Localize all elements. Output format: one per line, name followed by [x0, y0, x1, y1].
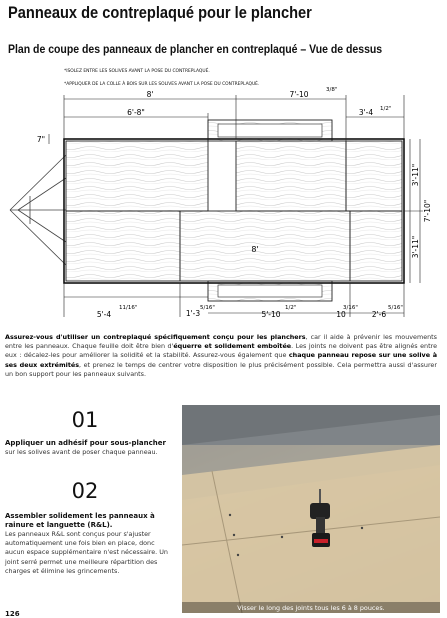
step-1-number: 01 — [71, 408, 99, 432]
dim-top-3ft4: 3'-4 — [358, 108, 374, 117]
dim-bottom-10-frac: 3/16" — [343, 305, 358, 311]
dim-bottom-5ft4: 5'-4 — [96, 310, 112, 319]
dim-top-7ft10: 7'-10 — [289, 90, 309, 99]
plywood-panels — [64, 120, 404, 301]
dim-top-3ft4-frac: 1/2" — [380, 106, 392, 112]
plywood-install-photo — [182, 405, 440, 613]
panel-bottom-right — [350, 211, 402, 281]
panel-top-left — [66, 141, 208, 211]
page-number: 126 — [5, 610, 20, 618]
step-2 — [5, 512, 175, 576]
step-2-title: Assembler solidement les panneaux à rainure et languette (R&L). — [5, 512, 155, 529]
note-glue: *APPLIQUER DE LA COLLE À BOIS SUR LES SOLIVES AVANT LA POSE DU CONTREPLAQUÉ. — [64, 82, 260, 87]
dim-bottom-5ft10-frac: 1/2" — [285, 305, 297, 311]
step-1-text: sur les solives avant de poser chaque panneau. — [5, 448, 158, 456]
dim-bottom-1ft3-frac: 5/16" — [200, 305, 215, 311]
dim-bottom-10: 10 — [336, 310, 346, 319]
dim-bottom-2ft6-frac: 5/16" — [388, 305, 403, 311]
step-2-number: 02 — [71, 479, 99, 503]
panel-bottom-left — [66, 211, 180, 281]
note-insulate: *ISOLEZ ENTRE LES SOLIVES AVANT LA POSE DU CONTREPLAQUÉ. — [64, 69, 210, 74]
dim-center-8ft: 8' — [251, 245, 259, 254]
photo-illustration — [182, 405, 440, 613]
dim-bottom-1ft3: 1'-3 — [185, 309, 201, 318]
photo-caption: Visser le long des joints tous les 6 à 8 pouces. — [237, 604, 385, 612]
intro-paragraph: Assurez-vous d'utiliser un contreplaqué spécifiquement conçu pour les planchers, car il aide à prévenir les mouvements entre les panneaux. Chaque feuille doit être bien d'équerre et solidement emboîtée. Les joints ne doivent pas être alignés entre eux : décalez-les pour améliorer la solidité et la stabilité. Assurez-vous également que chaque panneau repose sur une solive à ses deux extrémités, et prenez le temps de centrer votre disposition le plus précisément possible. Cela permettra aussi d'assurer un bon support pour les panneaux suivants. — [5, 333, 438, 378]
dim-bottom-5ft10: 5'-10 — [261, 310, 281, 319]
dim-right-7ft10: 7'-10" — [423, 199, 432, 223]
dim-top-6ft8: 6'-8" — [127, 108, 145, 117]
dim-top-8ft: 8' — [146, 90, 154, 99]
panel-bottom-mid — [180, 211, 350, 281]
page-title: Panneaux de contreplaqué pour le plancher — [8, 3, 312, 22]
dim-right-3ft11-top: 3'-11" — [411, 163, 420, 187]
diagram-subtitle: Plan de coupe des panneaux de plancher en contreplaqué – Vue de dessus — [8, 42, 383, 56]
panel-top-right — [346, 141, 402, 211]
step-2-text: Les panneaux R&L sont conçus pour s'ajuster automatiquement une fois bien en place, donc aucun espace supplémentaire n'est nécessaire. Un joint serré permet une meilleure répartition des charges et élimine les grincements. — [5, 530, 168, 575]
step-1 — [5, 439, 175, 457]
dim-bottom-5ft4-frac: 11/16" — [119, 305, 138, 311]
dim-top-7ft10-frac: 3/8" — [326, 87, 338, 93]
dim-left-7in: 7" — [36, 135, 46, 144]
panel-top-mid — [236, 141, 346, 211]
trailer-tongue — [10, 155, 66, 265]
dim-right-3ft11-bottom: 3'-11" — [411, 235, 420, 259]
dim-bottom-2ft6: 2'-6 — [371, 310, 387, 319]
step-1-title: Appliquer un adhésif pour sous-plancher — [5, 439, 166, 447]
